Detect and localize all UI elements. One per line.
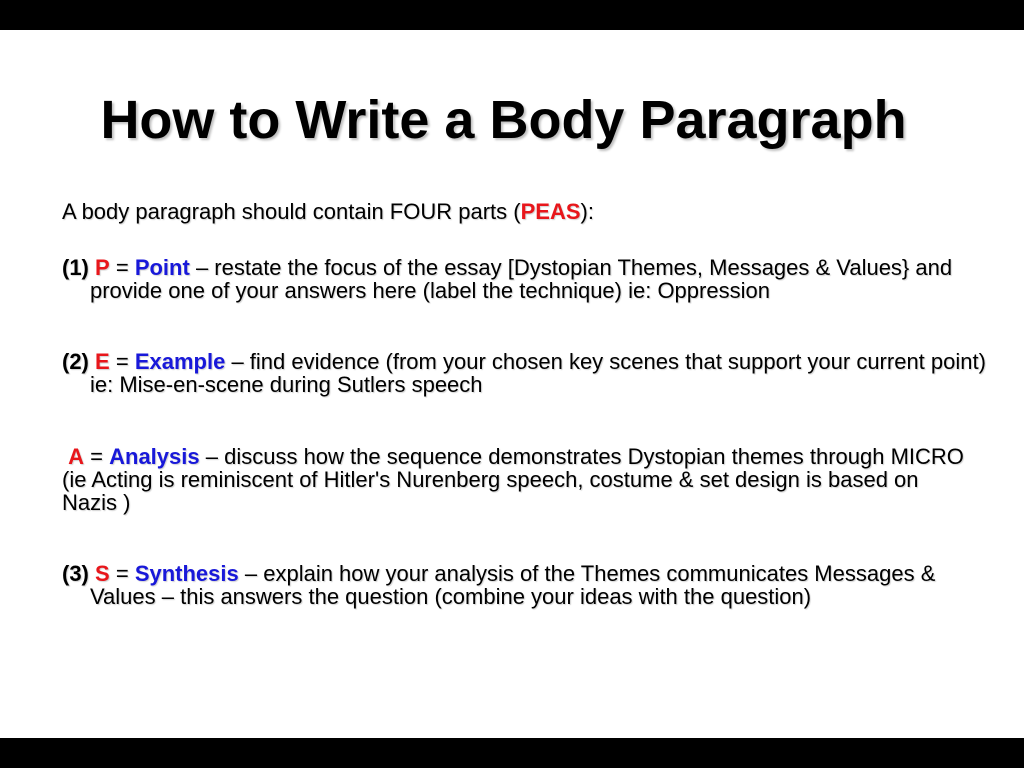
- item-description: – restate the focus of the essay [Dystopian Themes, Messages & Values} and provide one of your answers here (label the technique) ie: Oppression: [90, 255, 953, 303]
- item-equals: =: [115, 561, 129, 586]
- intro-text-before: A body paragraph should contain FOUR parts (: [62, 199, 521, 224]
- item-letter: S: [95, 561, 110, 586]
- item-description: – discuss how the sequence demonstrates Dystopian themes through MICRO (ie Acting is reminiscent of Hitler's Nurenberg speech, costume & set design is based on Nazis ): [62, 444, 964, 515]
- item-equals: =: [90, 444, 103, 469]
- item-term: Analysis: [109, 444, 200, 469]
- item-point: [62, 256, 1000, 302]
- letterbox-top: [0, 0, 1024, 30]
- peas-acronym: PEAS: [520, 199, 581, 224]
- item-number: (3): [62, 561, 89, 586]
- item-number: (2): [62, 349, 89, 374]
- item-term: Synthesis: [134, 561, 239, 586]
- intro-text: [62, 200, 972, 223]
- item-description: – find evidence (from your chosen key scenes that support your current point) ie: Mise-en-scene during Sutlers speech: [90, 349, 986, 397]
- item-synthesis: [62, 562, 1000, 608]
- item-number: (1): [62, 255, 89, 280]
- item-equals: =: [115, 349, 129, 374]
- intro-text-after: ):: [580, 199, 594, 224]
- item-letter: A: [68, 444, 85, 469]
- item-letter: P: [95, 255, 110, 280]
- item-term: Example: [134, 349, 226, 374]
- item-equals: =: [115, 255, 129, 280]
- slide: [0, 30, 1024, 738]
- slide-title: How to Write a Body Paragraph: [100, 90, 907, 150]
- letterbox-bottom: [0, 738, 1024, 768]
- item-analysis: [62, 445, 972, 514]
- item-letter: E: [95, 349, 110, 374]
- item-example: [62, 350, 1000, 396]
- item-description: – explain how your analysis of the Themes communicates Messages & Values – this answers the question (combine your ideas with the question): [90, 561, 936, 609]
- item-term: Point: [134, 255, 190, 280]
